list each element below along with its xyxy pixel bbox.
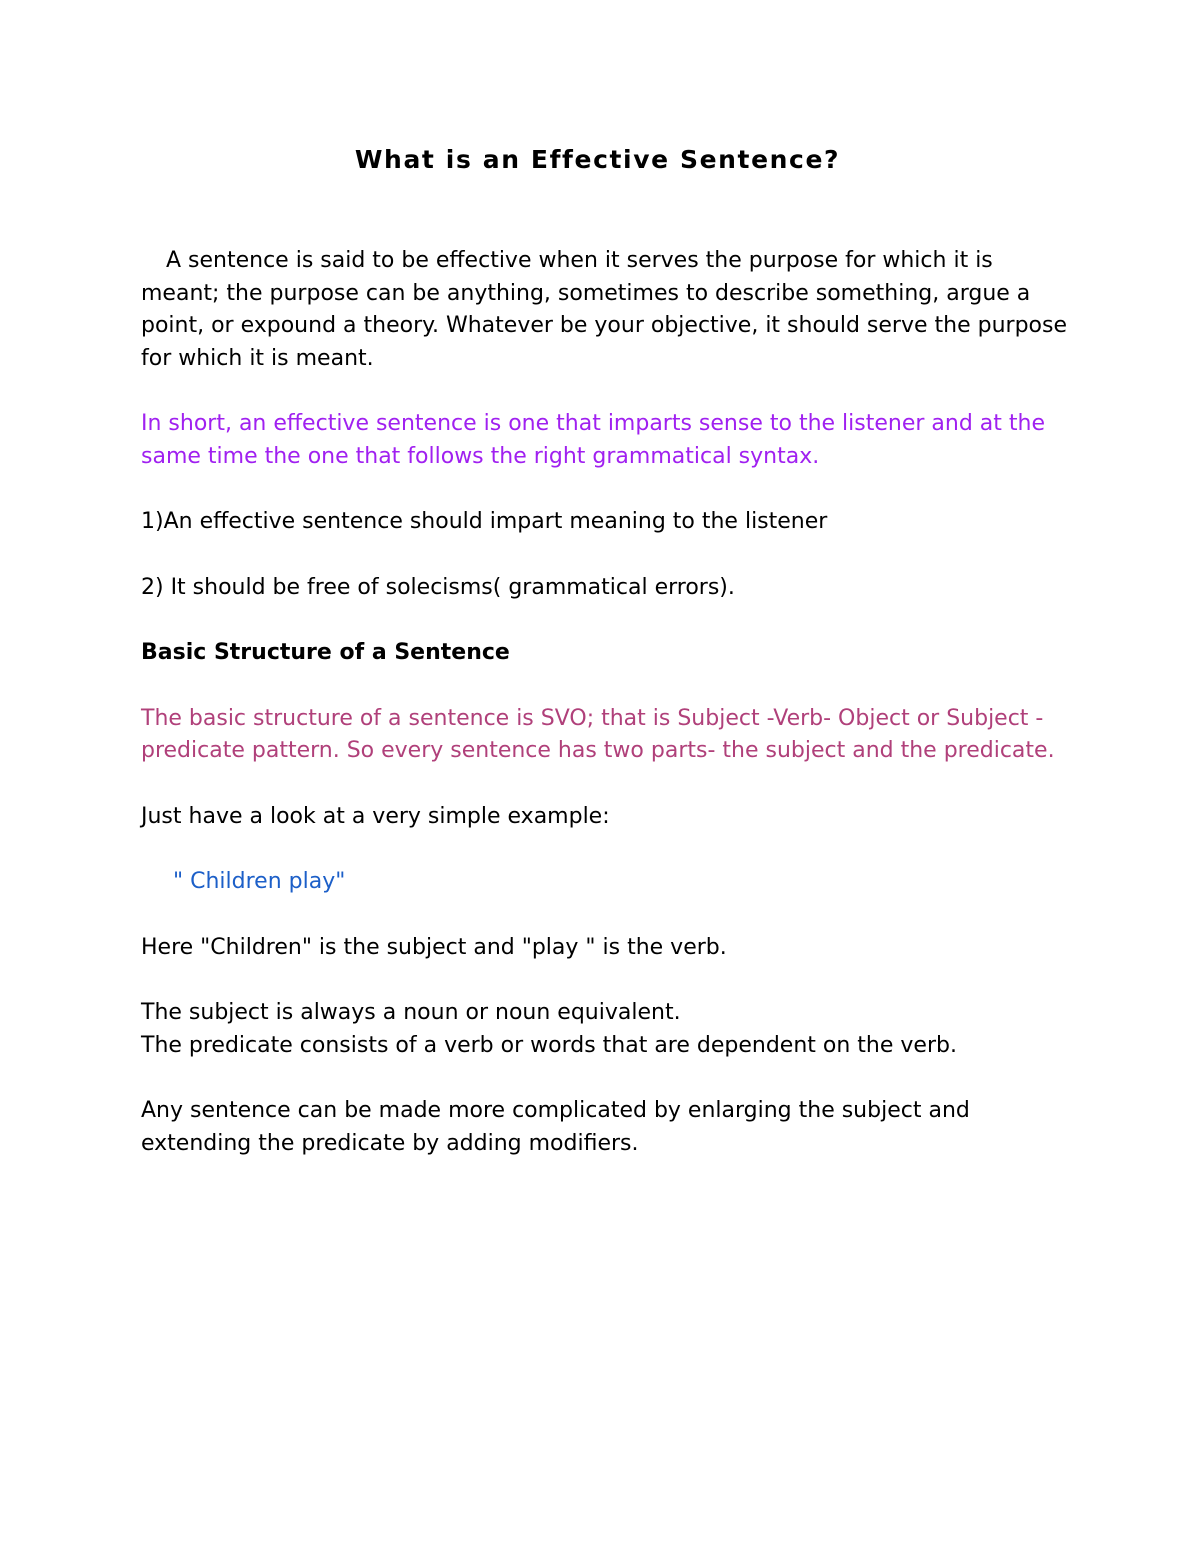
intro-paragraph: A sentence is said to be effective when it serves the purpose for which it is meant; the purpose can be anything, sometimes to describe something, argue a point, or expound a theory. Whatever be your objective, it should serve the purpose for which it is meant. [141,248,1067,371]
page-title: What is an Effective Sentence? [354,145,841,174]
structure-paragraph: The basic structure of a sentence is SVO; that is Subject -Verb- Object or Subject -predicate pattern. So every sentence has two parts- the subject and the predicate. [141,705,1055,763]
example-explanation: Here "Children" is the subject and "play " is the verb. [141,934,727,960]
in-short-paragraph: In short, an effective sentence is one that imparts sense to the listener and at the same time the one that follows the right grammatical syntax. [141,411,1045,469]
predicate-rule: The predicate consists of a verb or words that are dependent on the verb. [141,1032,957,1058]
point-one: 1)An effective sentence should impart meaning to the listener [141,509,828,534]
example-intro: Just have a look at a very simple example: [141,803,610,829]
subject-rule: The subject is always a noun or noun equivalent. [141,1000,681,1025]
example-sentence: " Children play" [173,869,346,894]
document-body [141,245,1071,1160]
point-two: 2) It should be free of solecisms( grammatical errors). [141,574,735,600]
complicated-paragraph: Any sentence can be made more complicated by enlarging the subject and extending the predicate by adding modifiers. [141,1098,970,1156]
section-heading: Basic Structure of a Sentence [141,640,510,665]
